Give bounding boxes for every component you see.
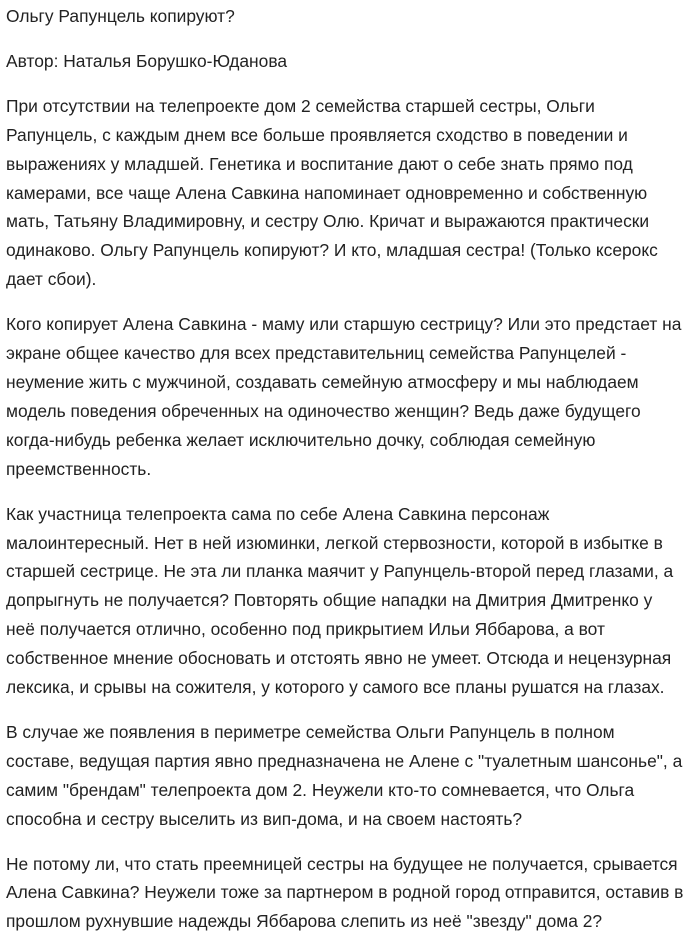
article xyxy=(0,2,699,936)
article-author: Автор: Наталья Борушко-Юданова xyxy=(6,50,288,71)
article-paragraph-5: Не потому ли, что стать преемницей сестры на будущее не получается, срывается Алена Савкина? Неужели тоже за партнером в родной город отправится, оставив в прошлом рухнувшие надежды Яббарова слепить из неё "звезду" дома 2? xyxy=(6,853,684,932)
article-paragraph-1: При отсутствии на телепроекте дом 2 семейства старшей сестры, Ольги Рапунцель, с каждым днем все больше проявляется сходство в поведении и выражениях у младшей. Генетика и воспитание дают о себе знать прямо под камерами, все чаще Алена Савкина напоминает одновременно и собственную мать, Татьяну Владимировну, и сестру Олю. Кричат и выражаются практически одинаково. Ольгу Рапунцель копируют? И кто, младшая сестра! (Только ксерокс дает сбои). xyxy=(6,95,658,290)
article-paragraph-3: Как участница телепроекта сама по себе Алена Савкина персонаж малоинтересный. Нет в ней изюминки, легкой стервозности, которой в избытке в старшей сестрице. Не эта ли планка маячит у Рапунцель-второй перед глазами, а допрыгнуть не получается? Повторять общие нападки на Дмитрия Дмитренко у неё получается отлично, особенно под прикрытием Ильи Яббарова, а вот собственное мнение обосновать и отстоять явно не умеет. Отсюда и нецензурная лексика, и срывы на сожителя, у которого у самого все планы рушатся на глазах. xyxy=(6,503,674,698)
article-paragraph-2: Кого копирует Алена Савкина - маму или старшую сестрицу? Или это предстает на экране общее качество для всех представительниц семейства Рапунцелей - неумение жить с мужчиной, создавать семейную атмосферу и мы наблюдаем модель поведения обреченных на одиночество женщин? Ведь даже будущего когда-нибудь ребенка желает исключительно дочку, соблюдая семейную преемственность. xyxy=(6,314,682,479)
article-title: Ольгу Рапунцель копируют? xyxy=(6,6,235,26)
article-paragraph-4: В случае же появления в периметре семейства Ольги Рапунцель в полном составе, ведущая партия явно предназначена не Алене с "туалетным шансонье", а самим "брендам" телепроекта дом 2. Неужели кто-то сомневается, что Ольга способна и сестру выселить из вип-дома, и на своем настоять? xyxy=(6,721,683,829)
